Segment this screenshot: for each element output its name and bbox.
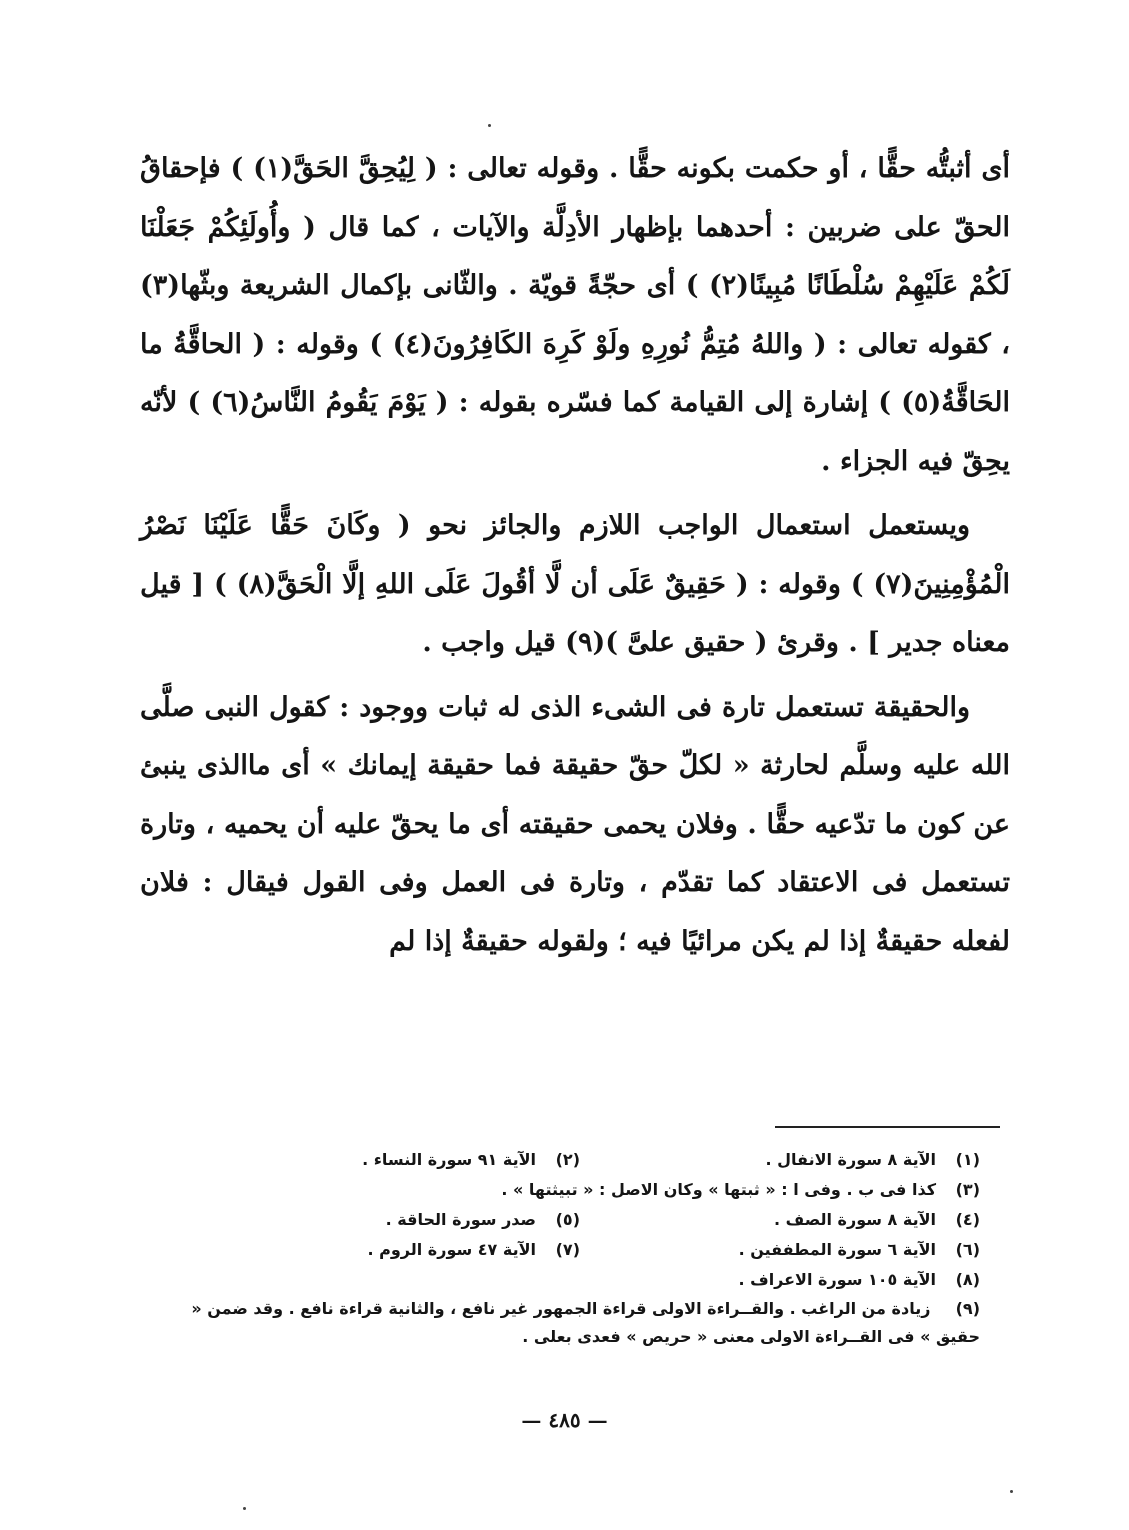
footnote-row bbox=[160, 1175, 980, 1205]
footnote-row bbox=[160, 1205, 980, 1235]
page-number: — ٤٨٥ — bbox=[521, 1408, 608, 1432]
footnote-3 bbox=[180, 1175, 980, 1205]
footnote-number: (٣) bbox=[955, 1180, 980, 1199]
footnote-row bbox=[160, 1235, 980, 1265]
footnote-5 bbox=[180, 1205, 580, 1235]
footnote-separator bbox=[775, 1126, 1000, 1128]
scan-speck bbox=[488, 124, 491, 127]
footnote-2 bbox=[180, 1145, 580, 1175]
footnote-9 bbox=[160, 1295, 980, 1351]
footnote-number: (٨) bbox=[955, 1270, 980, 1289]
footnote-row bbox=[160, 1265, 980, 1295]
footnote-number: (٩) bbox=[955, 1299, 980, 1318]
scan-speck bbox=[1010, 1490, 1013, 1493]
footnote-number: (٢) bbox=[555, 1150, 580, 1169]
footnote-text: الآية ٨ سورة الانفال . bbox=[765, 1150, 936, 1169]
footnote-7 bbox=[180, 1235, 580, 1265]
scan-speck bbox=[243, 1507, 246, 1510]
footnote-1 bbox=[580, 1145, 980, 1175]
footnote-text: الآية ٩١ سورة النساء . bbox=[362, 1150, 536, 1169]
footnote-8 bbox=[580, 1265, 980, 1295]
footnote-text: الآية ٨ سورة الصف . bbox=[774, 1210, 936, 1229]
footnote-number: (١) bbox=[955, 1150, 980, 1169]
footnote-text: كذا فى ب . وفى ا : « ثبتها » وكان الاصل : « تبيثتها » . bbox=[501, 1180, 936, 1199]
footnote-text: زيادة من الراغب . والقــراءة الاولى قراءة الجمهور غير نافع ، والثانية قراءة نافع . وقد ضمن « حقيق » فى القــراءة الاولى معنى « حريص » فعدى بعلى . bbox=[191, 1299, 980, 1346]
footnote-row bbox=[160, 1145, 980, 1175]
main-text bbox=[140, 140, 1010, 971]
footnote-text: الآية ٦ سورة المطففين . bbox=[738, 1240, 936, 1259]
footnote-number: (٦) bbox=[955, 1240, 980, 1259]
footnote-text: الآية ٤٧ سورة الروم . bbox=[367, 1240, 536, 1259]
footnote-4 bbox=[580, 1205, 980, 1235]
paragraph-3: والحقيقة تستعمل تارة فى الشىء الذى له ثبات ووجود : كقول النبى صلَّى الله عليه وسلَّم لحارثة « لكلّ حقّ حقيقة فما حقيقة إيمانك » أى ماالذى ينبئ عن كون ما تدّعيه حقًّا . وفلان يحمى حقيقته أى ما يحقّ عليه أن يحميه ، وتارة تستعمل فى الاعتقاد كما تقدّم ، وتارة فى العمل وفى القول فيقال : فلان لفعله حقيقةٌ إذا لم يكن مرائيًا فيه ؛ ولقوله حقيقةٌ إذا لم bbox=[140, 691, 1010, 957]
paragraph-2: ويستعمل استعمال الواجب اللازم والجائز نحو ( وكَانَ حَقًّا عَلَيْنَا نَصْرُ الْمُؤْمِنِينَ(٧) ) وقوله : ( حَقِيقٌ عَلَى أن لَّا أقُولَ عَلَى اللهِ إلَّا الْحَقَّ(٨) ) [ قيل معناه جدير ] . وقرئ ( حقيق علىَّ )(٩) قيل واجب . bbox=[140, 510, 1010, 658]
footnote-number: (٧) bbox=[555, 1240, 580, 1259]
footnote-number: (٤) bbox=[955, 1210, 980, 1229]
footnote-text: صدر سورة الحاقة . bbox=[385, 1210, 536, 1229]
footnotes bbox=[160, 1145, 980, 1351]
footnote-number: (٥) bbox=[555, 1210, 580, 1229]
paragraph-1: أى أثبتُّه حقًّا ، أو حكمت بكونه حقًّا . وقوله تعالى : ( لِيُحِقَّ الحَقَّ(١) ) فإحقاقُ الحقّ على ضربين : أحدهما بإظهار الأدِلَّة والآيات ، كما قال ( وأُولَئِكُمْ جَعَلْنَا لَكُمْ عَلَيْهِمْ سُلْطَانًا مُبِينًا(٢) ) أى حجّةً قويّة . والثّانى بإكمال الشريعة وبثّها(٣) ، كقوله تعالى : ( واللهُ مُتِمُّ نُورِهِ ولَوْ كَرِهَ الكَافِرُونَ(٤) ) وقوله : ( الحاقَّةُ ما الحَاقَّةُ(٥) ) إشارة إلى القيامة كما فسّره بقوله : ( يَوْمَ يَقُومُ النَّاسُ(٦) ) لأنّه يحِقّ فيه الجزاء . bbox=[140, 153, 1011, 477]
footnote-6 bbox=[580, 1235, 980, 1265]
footnote-text: الآية ١٠٥ سورة الاعراف . bbox=[738, 1270, 936, 1289]
